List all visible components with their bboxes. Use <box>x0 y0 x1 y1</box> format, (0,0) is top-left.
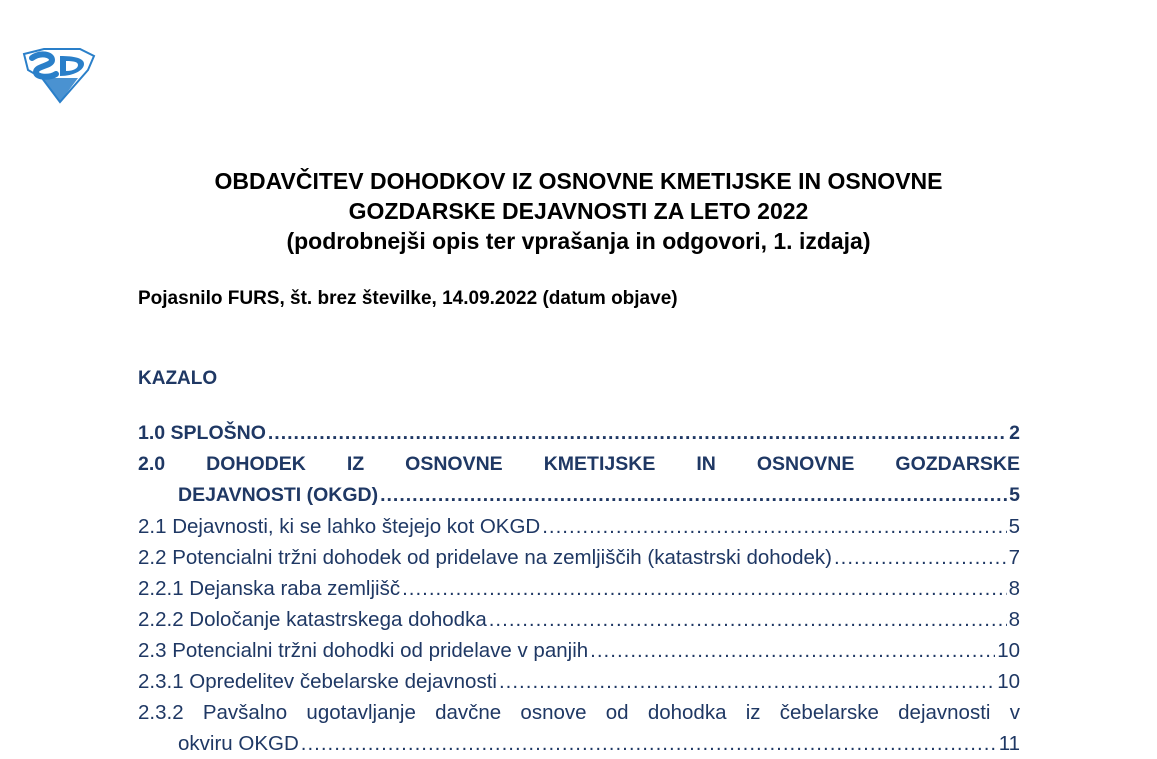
toc-entry-2-0[interactable] <box>138 449 1020 480</box>
toc-entry-label: 2.2.2 Določanje katastrskega dohodka <box>138 608 487 631</box>
toc-word: v <box>1009 701 1020 724</box>
toc-entry-2-1[interactable] <box>138 511 1020 542</box>
toc-word: od <box>605 701 629 724</box>
toc-leader-dots <box>834 542 1007 573</box>
toc-leader-dots <box>268 418 1007 449</box>
toc-entry-page: 7 <box>1008 546 1020 569</box>
toc-leader-dots <box>542 511 1006 542</box>
toc-entry-page: 10 <box>997 639 1020 662</box>
toc-entry-page: 8 <box>1008 608 1020 631</box>
toc-entry-2-3-1[interactable] <box>138 666 1020 697</box>
toc-word: osnove <box>520 701 587 724</box>
toc-word: ugotavljanje <box>306 701 416 724</box>
title-line-3: (podrobnejši opis ter vprašanja in odgovori, 1. izdaja) <box>286 228 871 254</box>
toc-leader-dots <box>590 635 995 666</box>
toc-entry-page: 8 <box>1008 577 1020 600</box>
toc-leader-dots <box>301 728 997 759</box>
toc-entry-2-0-continued[interactable] <box>138 480 1020 511</box>
toc-entry-label: 2.2.1 Dejanska raba zemljišč <box>138 577 401 600</box>
toc-word: čebelarske <box>779 701 879 724</box>
toc-entry-label: 2.3 Potencialni tržni dohodki od pridelave v panjih <box>138 639 589 662</box>
toc-word: davčne <box>435 701 502 724</box>
toc-word: 2.0 <box>138 453 166 475</box>
toc-word: dejavnosti <box>898 701 991 724</box>
toc-entry-page: 5 <box>1008 515 1020 538</box>
toc-entry-page: 11 <box>998 732 1020 755</box>
toc-leader-dots <box>489 604 1007 635</box>
toc-entry-2-3[interactable] <box>138 635 1020 666</box>
toc-word: IN <box>696 453 716 475</box>
toc-word: iz <box>745 701 761 724</box>
toc-entry-2-2[interactable] <box>138 542 1020 573</box>
table-of-contents <box>138 418 1020 759</box>
toc-entry-2-3-2[interactable] <box>138 697 1020 728</box>
toc-entry-label: 2.1 Dejavnosti, ki se lahko štejejo kot OKGD <box>138 515 541 538</box>
furs-logo-icon <box>22 48 96 104</box>
toc-entry-label: 2.2 Potencialni tržni dohodek od pridelave na zemljiščih (katastrski dohodek) <box>138 546 832 569</box>
toc-entry-label: DEJAVNOSTI (OKGD) <box>178 484 379 506</box>
document-subtitle: Pojasnilo FURS, št. brez številke, 14.09.2022 (datum objave) <box>138 288 678 309</box>
toc-word: OSNOVNE <box>405 453 503 475</box>
toc-leader-dots <box>380 480 1007 511</box>
toc-entry-2-2-2[interactable] <box>138 604 1020 635</box>
toc-entry-2-3-2-continued[interactable] <box>138 728 1020 759</box>
toc-word: IZ <box>346 453 365 475</box>
title-line-1: OBDAVČITEV DOHODKOV IZ OSNOVNE KMETIJSKE IN OSNOVNE <box>214 168 943 194</box>
toc-entry-page: 2 <box>1009 422 1020 444</box>
toc-entry-1-0[interactable] <box>138 418 1020 449</box>
toc-entry-2-2-1[interactable] <box>138 573 1020 604</box>
toc-word: GOZDARSKE <box>895 453 1020 475</box>
toc-word: Pavšalno <box>202 701 288 724</box>
toc-word: KMETIJSKE <box>543 453 656 475</box>
title-line-2: GOZDARSKE DEJAVNOSTI ZA LETO 2022 <box>348 198 809 224</box>
toc-word: 2.3.2 <box>138 701 184 724</box>
toc-leader-dots <box>499 666 995 697</box>
document-title <box>0 166 1157 256</box>
toc-entry-label: 2.3.1 Opredelitev čebelarske dejavnosti <box>138 670 497 693</box>
toc-word: DOHODEK <box>206 453 306 475</box>
toc-entry-page: 5 <box>1009 484 1020 506</box>
toc-word: OSNOVNE <box>756 453 855 475</box>
toc-entry-label: okviru OKGD <box>178 732 299 755</box>
toc-leader-dots <box>402 573 1007 604</box>
toc-entry-page: 10 <box>997 670 1020 693</box>
toc-word: dohodka <box>647 701 727 724</box>
toc-entry-label: 1.0 SPLOŠNO <box>138 422 266 444</box>
toc-heading: KAZALO <box>138 368 218 389</box>
